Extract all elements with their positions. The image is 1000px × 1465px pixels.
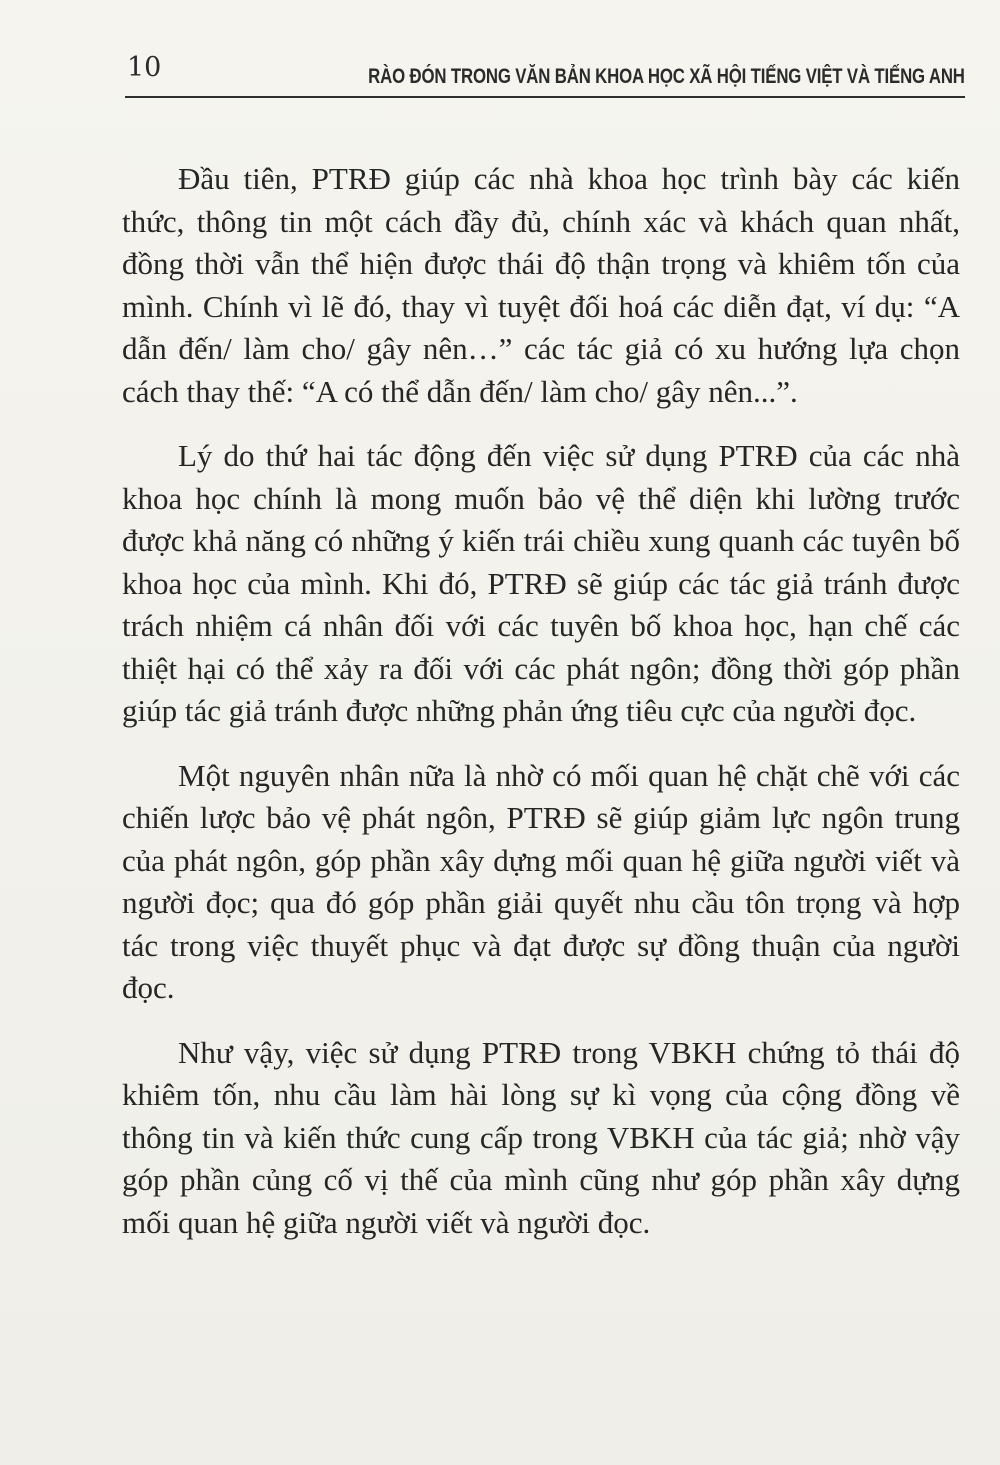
body-text — [122, 158, 960, 1266]
header-rule — [125, 96, 965, 98]
page-number: 10 — [127, 52, 162, 83]
running-title: RÀO ĐÓN TRONG VĂN BẢN KHOA HỌC XÃ HỘI TIẾNG VIỆT VÀ TIẾNG ANH — [368, 65, 965, 88]
paragraph-1: Đầu tiên, PTRĐ giúp các nhà khoa học trình bày các kiến thức, thông tin một cách đầy đủ, chính xác và khách quan nhất, đồng thời vẫn thể hiện được thái độ thận trọng và khiêm tốn của mình. Chính vì lẽ đó, thay vì tuyệt đối hoá các diễn đạt, ví dụ: “A dẫn đến/ làm cho/ gây nên…” các tác giả có xu hướng lựa chọn cách thay thế: “A có thể dẫn đến/ làm cho/ gây nên...”. — [122, 161, 960, 409]
page-header — [125, 52, 965, 96]
paragraph-2: Lý do thứ hai tác động đến việc sử dụng PTRĐ của các nhà khoa học chính là mong muốn bảo vệ thể diện khi lường trước được khả năng có những ý kiến trái chiều xung quanh các tuyên bố khoa học của mình. Khi đó, PTRĐ sẽ giúp các tác giả tránh được trách nhiệm cá nhân đối với các tuyên bố khoa học, hạn chế các thiệt hại có thể xảy ra đối với các phát ngôn; đồng thời góp phần giúp tác giả tránh được những phản ứng tiêu cực của người đọc. — [122, 438, 960, 728]
paragraph-4: Như vậy, việc sử dụng PTRĐ trong VBKH chứng tỏ thái độ khiêm tốn, nhu cầu làm hài lòng sự kì vọng của cộng đồng về thông tin và kiến thức cung cấp trong VBKH của tác giả; nhờ vậy góp phần củng cố vị thế của mình cũng như góp phần xây dựng mối quan hệ giữa người viết và người đọc. — [122, 1034, 960, 1240]
paragraph-3: Một nguyên nhân nữa là nhờ có mối quan hệ chặt chẽ với các chiến lược bảo vệ phát ngôn, PTRĐ sẽ giúp giảm lực ngôn trung của phát ngôn, góp phần xây dựng mối quan hệ giữa người viết và người đọc; qua đó góp phần giải quyết nhu cầu tôn trọng và hợp tác trong việc thuyết phục và đạt được sự đồng thuận của người đọc. — [122, 757, 960, 1005]
